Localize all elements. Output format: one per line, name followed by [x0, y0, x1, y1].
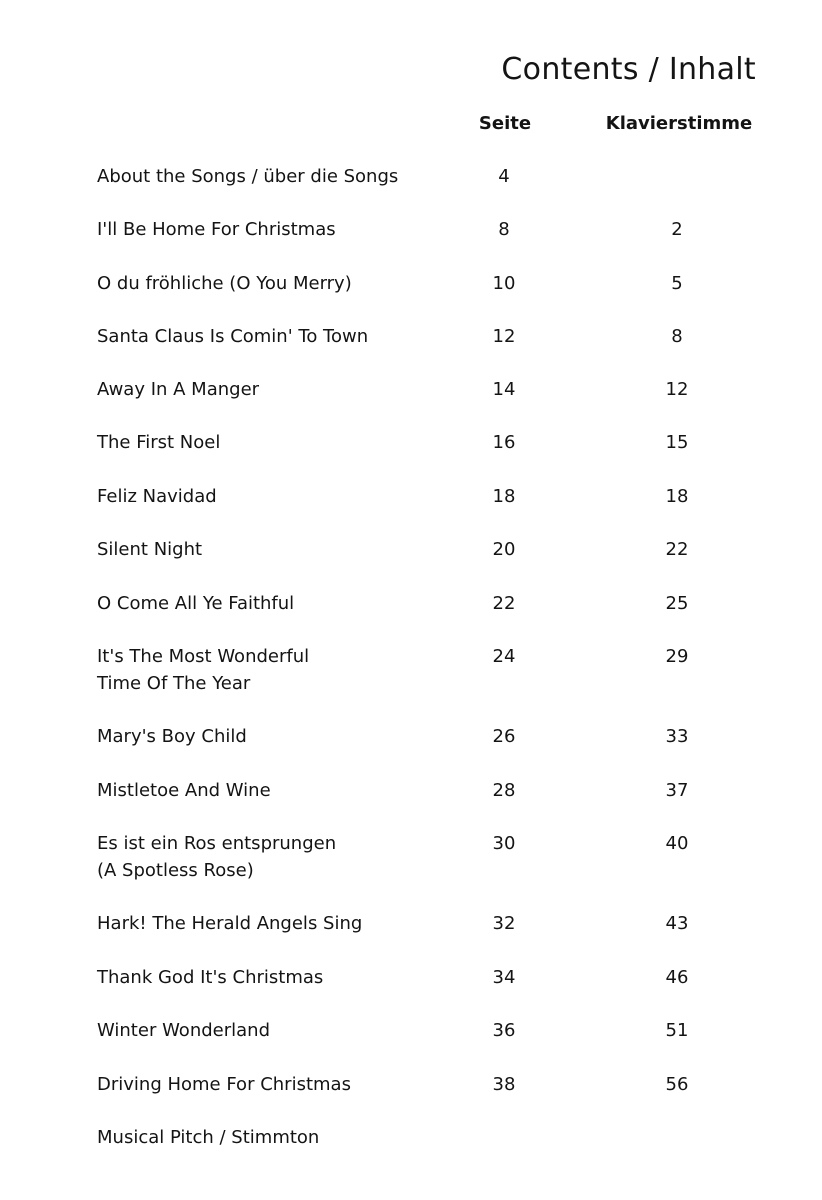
toc-entry-klavierstimme: 43: [665, 913, 689, 934]
toc-entry-klavierstimme: 56: [665, 1074, 689, 1095]
toc-entry-seite: 4: [498, 166, 510, 187]
toc-entry-title: Mistletoe And Wine: [97, 780, 271, 801]
toc-entry-seite: 20: [492, 539, 516, 560]
toc-entry-klavierstimme: 5: [671, 273, 683, 294]
toc-entry-seite: 34: [492, 967, 516, 988]
toc-entry-seite: 12: [492, 326, 516, 347]
toc-entry-title: Hark! The Herald Angels Sing: [97, 913, 363, 934]
toc-entry-title: Mary's Boy Child: [97, 726, 247, 747]
toc-entry-klavierstimme: 40: [665, 833, 689, 854]
toc-entry-seite: 8: [498, 219, 510, 240]
toc-entry-seite: 16: [492, 432, 516, 453]
toc-entry-title: About the Songs / über die Songs: [97, 166, 399, 187]
toc-entry-seite: 24: [492, 646, 516, 667]
toc-entry-title: Winter Wonderland: [97, 1020, 270, 1041]
toc-entry-title: Musical Pitch / Stimmton: [97, 1127, 320, 1148]
toc-row: [0, 830, 822, 880]
toc-entry-seite: 38: [492, 1074, 516, 1095]
toc-entry-seite: 30: [492, 833, 516, 854]
toc-entry-seite: 36: [492, 1020, 516, 1041]
toc-entry-title: Feliz Navidad: [97, 486, 217, 507]
toc-entry-seite: 10: [492, 273, 516, 294]
toc-row: [0, 483, 822, 533]
column-header-klavierstimme: Klavierstimme: [605, 113, 753, 134]
toc-row: [0, 723, 822, 773]
toc-row: [0, 777, 822, 827]
toc-row: [0, 270, 822, 320]
toc-row: [0, 216, 822, 266]
toc-entry-klavierstimme: 25: [665, 593, 689, 614]
toc-row: [0, 536, 822, 586]
toc-entry-klavierstimme: 15: [665, 432, 689, 453]
toc-row: [0, 163, 822, 213]
toc-entry-seite: 26: [492, 726, 516, 747]
toc-entry-klavierstimme: 8: [671, 326, 683, 347]
toc-entry-seite: 32: [492, 913, 516, 934]
toc-entry-title: I'll Be Home For Christmas: [97, 219, 336, 240]
toc-entry-title: O Come All Ye Faithful: [97, 593, 295, 614]
toc-entry-seite: 18: [492, 486, 516, 507]
toc-row: [0, 590, 822, 640]
toc-entry-klavierstimme: 33: [665, 726, 689, 747]
toc-row: [0, 910, 822, 960]
toc-entry-title: Thank God It's Christmas: [97, 967, 324, 988]
toc-entry-seite: 22: [492, 593, 516, 614]
toc-entry-title: Driving Home For Christmas: [97, 1074, 351, 1095]
toc-entry-klavierstimme: 51: [665, 1020, 689, 1041]
toc-row: [0, 1017, 822, 1067]
toc-row: [0, 1071, 822, 1121]
toc-entry-klavierstimme: 37: [665, 780, 689, 801]
page-title: Contents / Inhalt: [501, 52, 756, 88]
toc-row: [0, 964, 822, 1014]
toc-row: [0, 1124, 822, 1174]
toc-entry-klavierstimme: 22: [665, 539, 689, 560]
toc-entry-klavierstimme: 29: [665, 646, 689, 667]
toc-row: [0, 323, 822, 373]
toc-entry-klavierstimme: 46: [665, 967, 689, 988]
toc-row: [0, 429, 822, 479]
toc-entry-klavierstimme: 12: [665, 379, 689, 400]
toc-entry-title: It's The Most Wonderful Time Of The Year: [97, 646, 310, 694]
toc-entry-klavierstimme: 18: [665, 486, 689, 507]
toc-row: [0, 643, 822, 693]
toc-row: [0, 376, 822, 426]
column-header-seite: Seite: [478, 113, 532, 134]
toc-entry-klavierstimme: 2: [671, 219, 683, 240]
toc-entry-seite: 14: [492, 379, 516, 400]
toc-entry-title: Es ist ein Ros entsprungen (A Spotless Rose): [97, 833, 337, 881]
toc-entry-title: Away In A Manger: [97, 379, 260, 400]
toc-entry-title: The First Noel: [97, 432, 221, 453]
toc-entry-title: O du fröhliche (O You Merry): [97, 273, 352, 294]
toc-entry-seite: 28: [492, 780, 516, 801]
toc-entry-title: Santa Claus Is Comin' To Town: [97, 326, 369, 347]
toc-entry-title: Silent Night: [97, 539, 203, 560]
